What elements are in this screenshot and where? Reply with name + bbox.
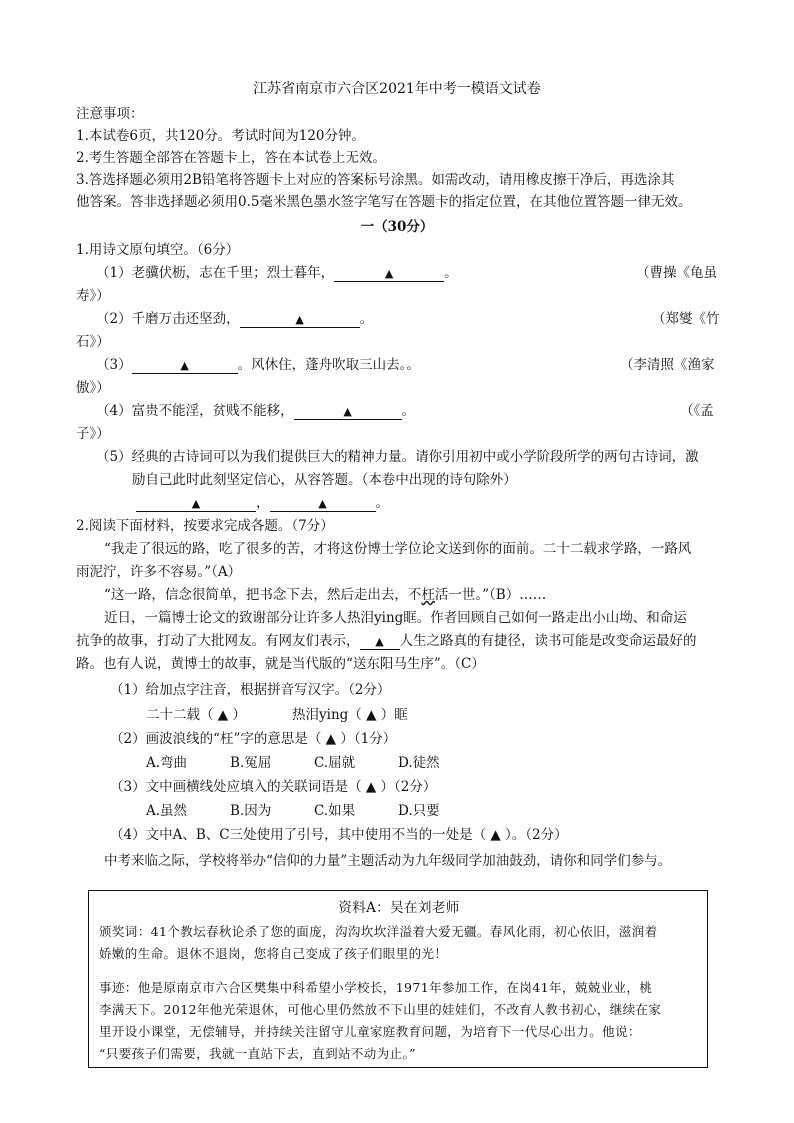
q1-item-2: （2）千磨万击还坚劲， ▲ 。 bbox=[96, 311, 374, 327]
award-text-cont: 娇嫩的生命。退休不退岗，您将自己变成了孩子们眼里的光！ bbox=[99, 946, 448, 961]
q1-source-3-cont: 傲》） bbox=[76, 380, 110, 396]
option[interactable]: B.冤屈 bbox=[230, 755, 272, 771]
option[interactable]: D.只要 bbox=[398, 803, 440, 819]
q1-item-1: （1）老骥伏枥，志在千里；烈士暮年， ▲ 。 bbox=[96, 265, 458, 281]
deed-text-cont: 里开设小课堂，无偿辅导，并持续关注留守儿童家庭教育问题，为培育下一代尽心出力。他说： bbox=[99, 1024, 641, 1039]
note-item: 1.本试卷6页，共120分。考试时间为120分钟。 bbox=[76, 128, 366, 144]
q2-paragraph-a: “我走了很远的路，吃了很多的苦，才将这份博士学位论文送到你的面前。二十二载求学路，一路风 bbox=[104, 541, 692, 557]
deed-text-cont: 李满天下。2012年他光荣退休，可他心里仍然放不下山里的娃娃们，不改育人教书初心，继续在家 bbox=[99, 1002, 662, 1017]
q1-source-4-cont: 子》） bbox=[76, 426, 110, 442]
q1-source-2-cont: 石》） bbox=[76, 334, 110, 350]
note-item: 2.考生答题全部答在答题卡上，答在本试卷上无效。 bbox=[76, 150, 386, 166]
answer-blank[interactable]: ▲ bbox=[334, 266, 444, 282]
q1-source-3: （李清照《渔家 bbox=[620, 357, 715, 373]
q1-item-4: （4）富贵不能淫，贫贱不能移， ▲ 。 bbox=[96, 403, 416, 419]
q2-paragraph-b: “这一路，信念很简单，把书念下去，然后走出去，不枉活一世。”（B）…… bbox=[104, 587, 547, 603]
option[interactable]: A.虽然 bbox=[146, 803, 188, 819]
q2-sub-4: （4）文中A、B、C三处使用了引号，其中使用不当的一处是（ ▲ ）。（2分） bbox=[110, 827, 568, 843]
note-item: 3.答选择题必须用2B铅笔将答题卡上对应的答案标号涂黑。如需改动，请用橡皮擦干净后，再选涂其 bbox=[76, 172, 675, 188]
q2-stem: 2.阅读下面材料，按要求完成各题。（7分） bbox=[76, 518, 334, 534]
q1-source-2: （郑燮《竹 bbox=[652, 311, 720, 327]
q1-item-5: （5）经典的古诗词可以为我们提供巨大的精神力量。请你引用初中或小学阶段所学的两句古诗词，激 bbox=[96, 449, 699, 465]
section-heading: 一（30分） bbox=[360, 219, 434, 235]
q2-paragraph-a-cont: 雨泥泞，许多不容易。”（A） bbox=[76, 564, 242, 580]
activity-intro: 中考来临之际，学校将举办“信仰的力量”主题活动为九年级同学加油鼓劲，请你和同学们参与。 bbox=[104, 853, 672, 869]
q2-sub-1-b: 热泪ying（ ▲ ）眶 bbox=[292, 707, 408, 723]
answer-blank[interactable]: ▲ bbox=[270, 496, 376, 512]
notes-heading: 注意事项： bbox=[76, 106, 144, 122]
q2-sub-1-a: 二十二载（ ▲ ） bbox=[146, 707, 246, 723]
answer-blank[interactable]: ▲ bbox=[240, 312, 360, 328]
q1-item-5-cont: 励自己此时此刻坚定信心，从容答题。（本卷中出现的诗句除外） bbox=[132, 472, 517, 488]
q2-sub-1: （1）给加点字注音，根据拼音写汉字。（2分） bbox=[110, 682, 391, 698]
answer-blank[interactable]: ▲ bbox=[360, 634, 400, 650]
deed-quote: “只要孩子们需要，我就一直站下去，直到站不动为止。” bbox=[99, 1046, 416, 1061]
wavy-word: 枉 bbox=[421, 587, 435, 603]
q1-item-5-answers: ▲ ， ▲ 。 bbox=[136, 494, 389, 512]
option[interactable]: B.因为 bbox=[230, 803, 272, 819]
q2-paragraph-c: 近日，一篇博士论文的致谢部分让许多人热泪ying眶。作者回顾自己如何一路走出小山坳、和命运 bbox=[104, 610, 687, 626]
option[interactable]: A.弯曲 bbox=[146, 755, 188, 771]
option[interactable]: C.屈就 bbox=[314, 755, 356, 771]
q2-sub-3: （3）文中画横线处应填入的关联词语是（ ▲ ）（2分） bbox=[110, 779, 437, 795]
deed-text: 事迹：他是原南京市六合区樊集中科希望小学校长，1971年参加工作，在岗41年，兢兢业业，桃 bbox=[99, 980, 653, 995]
q1-source-4: （《孟 bbox=[680, 403, 714, 419]
q1-stem: 1.用诗文原句填空。（6分） bbox=[76, 242, 240, 258]
q2-paragraph-c-line2: 抗争的故事，打动了大批网友。有网友们表示， ▲ 人生之路真的有捷径，读书可能是改变命运最好的 bbox=[76, 633, 697, 649]
material-box bbox=[88, 890, 708, 1068]
award-text: 颁奖词：41个教坛春秋论杀了您的面庞，沟沟坎坎洋溢着大爱无疆。春风化雨，初心依旧，滋润着 bbox=[99, 924, 658, 939]
option[interactable]: D.徒然 bbox=[398, 755, 440, 771]
answer-blank[interactable]: ▲ bbox=[136, 496, 256, 512]
q2-sub-2: （2）画波浪线的“枉”字的意思是（ ▲ ）（1分） bbox=[110, 731, 397, 747]
q1-source-1: （曹操《龟虽 bbox=[636, 265, 717, 281]
answer-blank[interactable]: ▲ bbox=[294, 404, 402, 420]
answer-blank[interactable]: ▲ bbox=[132, 358, 238, 374]
q2-paragraph-c-line3: 路。也有人说，黄博士的故事，就是当代版的“送东阳马生序”。（C） bbox=[76, 656, 485, 672]
option[interactable]: C.如果 bbox=[314, 803, 356, 819]
q1-item-3: （3） ▲ 。风休住，蓬舟吹取三山去。。 bbox=[96, 357, 420, 373]
exam-title: 江苏省南京市六合区2021年中考一模语文试卷 bbox=[253, 81, 541, 97]
note-item: 他答案。答非选择题必须用0.5毫米黑色墨水签字笔写在答题卡的指定位置，在其他位置答题一律无效。 bbox=[76, 194, 692, 210]
material-title: 资料A：吴在刘老师 bbox=[338, 900, 460, 916]
q1-source-1-cont: 寿》） bbox=[76, 288, 110, 304]
